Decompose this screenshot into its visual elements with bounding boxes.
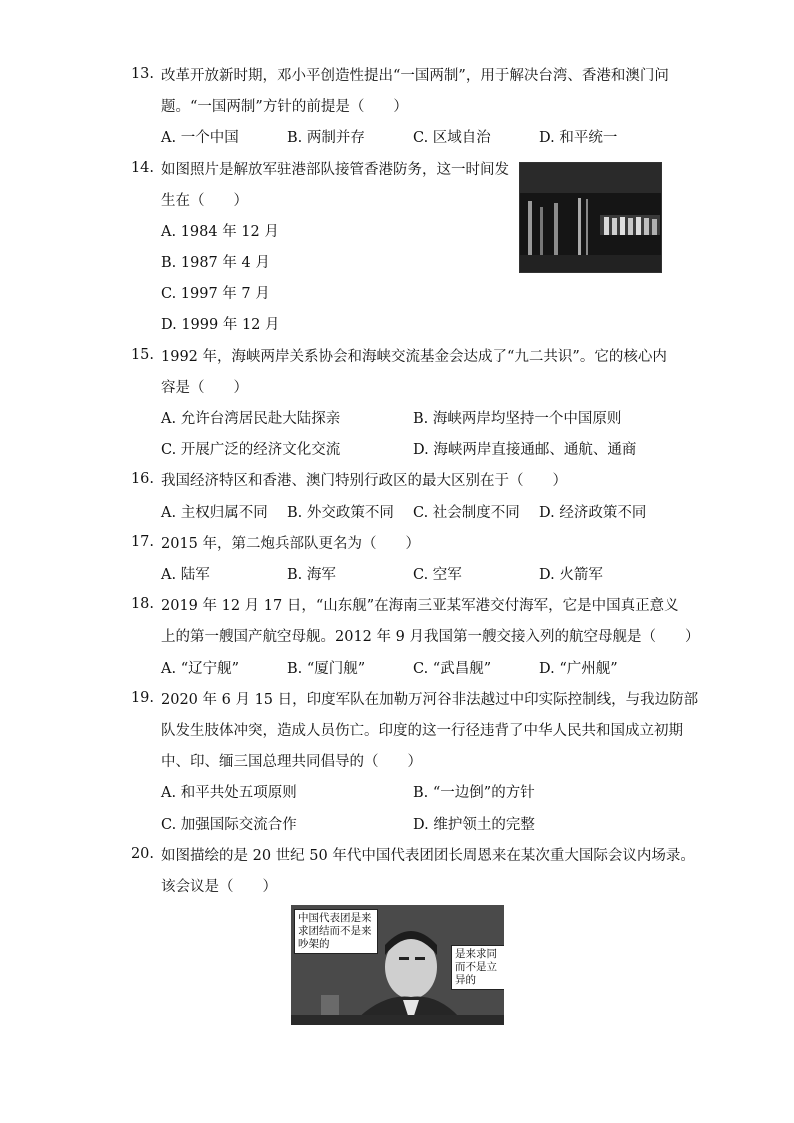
question-text: 如图照片是解放军驻港部队接管香港防务，这一时间发 <box>161 162 509 178</box>
option-d[interactable]: D. 1999 年 12 月 <box>161 317 280 333</box>
option-c[interactable]: C. 社会制度不同 <box>413 505 520 521</box>
question-number: 13. <box>130 66 154 82</box>
question-text: 2015 年，第二炮兵部队更名为（ ） <box>161 536 421 552</box>
question-text: 如图描绘的是 20 世纪 50 年代中国代表团团长周恩来在某次重大国际会议内场录。 <box>161 848 695 864</box>
question-text: 2020 年 6 月 15 日，印度军队在加勒万河谷非法越过中印实际控制线，与我边防部 <box>161 692 699 708</box>
question-number: 18. <box>130 596 154 612</box>
question-number: 15. <box>130 347 154 363</box>
option-a[interactable]: A. 陆军 <box>161 567 210 583</box>
option-d[interactable]: D. “广州舰” <box>539 661 618 677</box>
option-a[interactable]: A. 1984 年 12 月 <box>161 224 279 240</box>
option-c[interactable]: C. 空军 <box>413 567 462 583</box>
question-text: 该会议是（ ） <box>161 879 277 895</box>
option-d[interactable]: D. 维护领土的完整 <box>413 817 535 833</box>
option-c[interactable]: C. 加强国际交流合作 <box>161 817 297 833</box>
option-b[interactable]: B. 外交政策不同 <box>287 505 394 521</box>
question-number: 14. <box>130 160 154 176</box>
option-b[interactable]: B. 两制并存 <box>287 130 365 146</box>
question-number: 19. <box>130 690 154 706</box>
question-text: 题。“一国两制”方针的前提是（ ） <box>161 99 408 115</box>
handover-ceremony-photo <box>519 162 662 273</box>
option-d[interactable]: D. 和平统一 <box>539 130 618 146</box>
question-number: 16. <box>130 471 154 487</box>
option-b[interactable]: B. “厦门舰” <box>287 661 366 677</box>
option-a[interactable]: A. 和平共处五项原则 <box>161 785 297 801</box>
option-a[interactable]: A. 主权归属不同 <box>161 505 268 521</box>
question-text: 上的第一艘国产航空母舰。2012 年 9 月我国第一艘交接入列的航空母舰是（ ） <box>161 629 700 645</box>
question-text: 队发生肢体冲突，造成人员伤亡。印度的这一行径违背了中华人民共和国成立初期 <box>161 723 683 739</box>
question-text: 容是（ ） <box>161 380 248 396</box>
option-c[interactable]: C. 区域自治 <box>413 130 491 146</box>
option-d[interactable]: D. 海峡两岸直接通邮、通航、通商 <box>413 442 637 458</box>
option-b[interactable]: B. 海峡两岸均坚持一个中国原则 <box>413 411 622 427</box>
option-b[interactable]: B. 1987 年 4 月 <box>161 255 270 271</box>
question-text: 生在（ ） <box>161 193 248 209</box>
question-number: 17. <box>130 534 154 550</box>
question-number: 20. <box>130 846 154 862</box>
option-b[interactable]: B. 海军 <box>287 567 336 583</box>
option-b[interactable]: B. “一边倒”的方针 <box>413 785 535 801</box>
conference-cartoon-photo <box>291 905 504 1025</box>
question-text: 我国经济特区和香港、澳门特别行政区的最大区别在于（ ） <box>161 473 567 489</box>
question-text: 中、印、缅三国总理共同倡导的（ ） <box>161 754 422 770</box>
option-c[interactable]: C. “武昌舰” <box>413 661 492 677</box>
question-text: 2019 年 12 月 17 日，“山东舰”在海南三亚某军港交付海军，它是中国真正意义 <box>161 598 679 614</box>
option-d[interactable]: D. 火箭军 <box>539 567 603 583</box>
speech-bubble-left: 中国代表团是来求团结而不是来吵架的 <box>294 909 378 954</box>
option-a[interactable]: A. “辽宁舰” <box>161 661 240 677</box>
option-c[interactable]: C. 1997 年 7 月 <box>161 286 270 302</box>
option-a[interactable]: A. 一个中国 <box>161 130 239 146</box>
option-c[interactable]: C. 开展广泛的经济文化交流 <box>161 442 341 458</box>
option-a[interactable]: A. 允许台湾居民赴大陆探亲 <box>161 411 341 427</box>
question-text: 1992 年，海峡两岸关系协会和海峡交流基金会达成了“九二共识”。它的核心内 <box>161 349 667 365</box>
speech-bubble-right: 是来求同而不是立异的 <box>451 945 504 990</box>
question-text: 改革开放新时期，邓小平创造性提出“一国两制”，用于解决台湾、香港和澳门问 <box>161 68 669 84</box>
option-d[interactable]: D. 经济政策不同 <box>539 505 647 521</box>
